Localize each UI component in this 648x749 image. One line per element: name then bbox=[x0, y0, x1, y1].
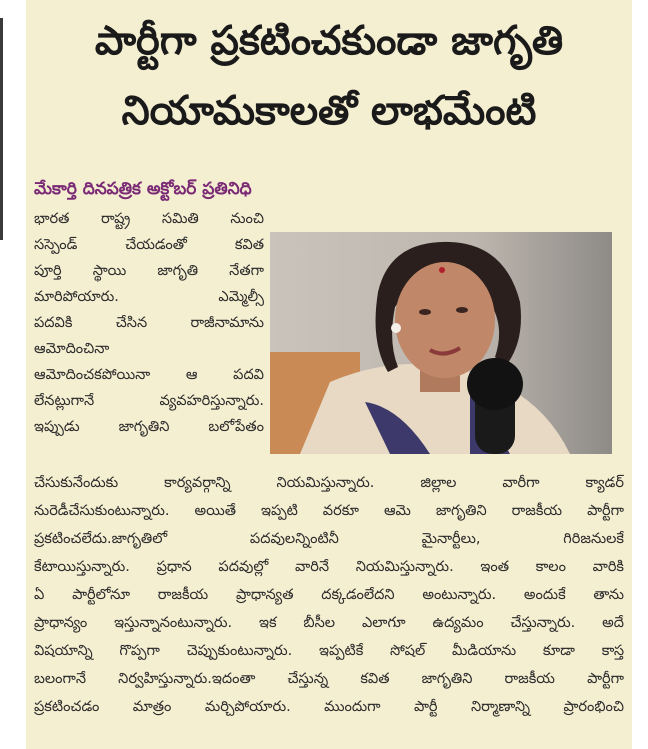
body-line: విషయాన్ని గొప్పగా చెప్పుకుంటున్నారు. ఇప్పటికే సోషల్ మీడియాను కూడా కాస్త bbox=[34, 643, 624, 659]
body-line: సస్పెండ్ చేయడంతో కవిత bbox=[34, 237, 264, 253]
body-line: ఆమోదించినా bbox=[34, 341, 110, 357]
body-line: ప్రకటించలేదు.జాగృతిలో పదవులన్నింటినీ మైనార్టీలు, గిరిజనులకే bbox=[34, 531, 624, 547]
body-line: ఆమోదించకపోయినా ఆ పదవి bbox=[34, 367, 264, 383]
newspaper-clipping bbox=[26, 0, 632, 749]
body-line: ప్రాధాన్యం ఇస్తున్నానంటున్నారు. ఇక బీసీల ఎలాగూ ఉద్యమం చేస్తున్నారు. అదే bbox=[34, 615, 624, 631]
body-line: పూర్తి స్థాయి జాగృతి నేతగా bbox=[34, 263, 264, 279]
body-line: ఇప్పుడు జాగృతిని బలోపేతం bbox=[34, 419, 264, 435]
portrait-image bbox=[270, 232, 612, 454]
article-photo bbox=[270, 232, 612, 454]
headline-line-1: పార్టీగా ప్రకటించకుండా జాగృతి bbox=[94, 18, 564, 64]
body-line: బలంగానే నిర్వహిస్తున్నారు.ఇదంతా చేస్తున్న కవిత జాగృతిని రాజకీయ పార్టీగా bbox=[34, 671, 624, 687]
body-line: నురెడీచేసుకుంటున్నారు. అయితే ఇప్పటి వరకూ ఆమె జాగృతిని రాజకీయ పార్టీగా bbox=[34, 503, 624, 519]
body-line: ప్రకటించడం మాత్రం మర్చిపోయారు. ముందుగా పార్టీ నిర్మాణాన్ని ప్రారంభించి bbox=[34, 699, 624, 715]
fold-mark bbox=[0, 18, 3, 240]
body-line: కేటాయిస్తున్నారు. ప్రధాన పదవుల్లో వారినే నియమిస్తున్నారు. ఇంత కాలం వారికి bbox=[34, 559, 624, 575]
byline: మేకార్తి దినపత్రిక అక్టోబర్ ప్రతినిధి bbox=[34, 179, 252, 199]
body-line: భారత రాష్ట్ర సమితి నుంచి bbox=[34, 211, 264, 227]
body-line: ఏ పార్టీలోనూ రాజకీయ ప్రాధాన్యత దక్కడంలేదని అంటున్నారు. అందుకే తాను bbox=[34, 587, 624, 603]
headline bbox=[26, 6, 632, 146]
page-edge bbox=[0, 0, 26, 749]
body-line: మారిపోయారు. ఎమ్మెల్సీ bbox=[34, 289, 264, 305]
body-line: లేనట్లుగానే వ్యవహరిస్తున్నారు. bbox=[34, 393, 264, 409]
body-line: పదవికి చేసిన రాజీనామాను bbox=[34, 315, 264, 331]
body-line: చేసుకునేందుకు కార్యవర్గాన్ని నియమిస్తున్నారు. జిల్లాల వారీగా క్యాడర్ bbox=[34, 475, 624, 491]
headline-line-2: నియామకాలతో లాభమేంటి bbox=[121, 88, 537, 134]
